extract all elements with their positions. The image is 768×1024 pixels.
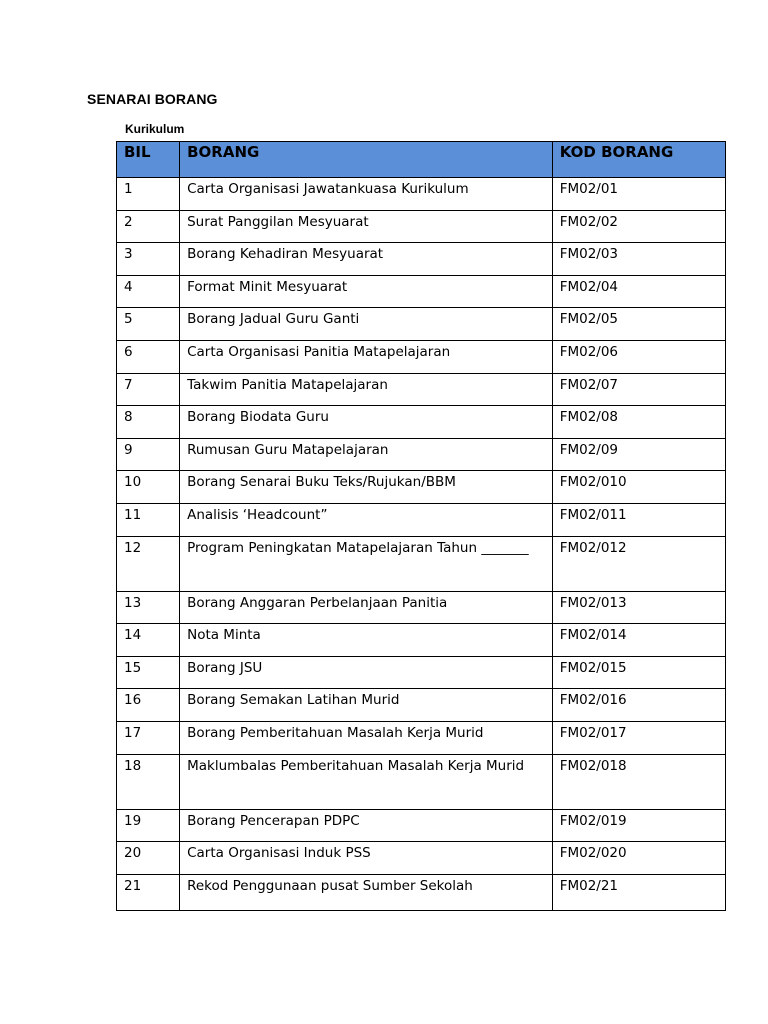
cell-kod-borang: FM02/08	[552, 406, 725, 439]
cell-bil: 21	[117, 874, 180, 910]
cell-kod-borang: FM02/21	[552, 874, 725, 910]
cell-bil: 6	[117, 340, 180, 373]
page-title: SENARAI BORANG	[87, 91, 218, 107]
cell-kod-borang: FM02/016	[552, 689, 725, 722]
cell-bil: 1	[117, 178, 180, 211]
cell-borang: Carta Organisasi Jawatankuasa Kurikulum	[180, 178, 553, 211]
cell-kod-borang: FM02/020	[552, 842, 725, 875]
cell-kod-borang: FM02/012	[552, 536, 725, 591]
cell-borang: Takwim Panitia Matapelajaran	[180, 373, 553, 406]
cell-borang: Rekod Penggunaan pusat Sumber Sekolah	[180, 874, 553, 910]
cell-kod-borang: FM02/019	[552, 809, 725, 842]
table-row	[117, 536, 726, 591]
cell-bil: 20	[117, 842, 180, 875]
cell-kod-borang: FM02/010	[552, 471, 725, 504]
cell-bil: 4	[117, 275, 180, 308]
table-row	[117, 656, 726, 689]
cell-kod-borang: FM02/02	[552, 210, 725, 243]
cell-kod-borang: FM02/011	[552, 503, 725, 536]
cell-bil: 10	[117, 471, 180, 504]
cell-kod-borang: FM02/014	[552, 624, 725, 657]
table-row	[117, 591, 726, 624]
cell-bil: 19	[117, 809, 180, 842]
cell-bil: 9	[117, 438, 180, 471]
table-row	[117, 624, 726, 657]
cell-kod-borang: FM02/013	[552, 591, 725, 624]
cell-borang: Carta Organisasi Induk PSS	[180, 842, 553, 875]
cell-borang: Borang Senarai Buku Teks/Rujukan/BBM	[180, 471, 553, 504]
cell-borang: Borang Pencerapan PDPC	[180, 809, 553, 842]
cell-kod-borang: FM02/04	[552, 275, 725, 308]
table-row	[117, 809, 726, 842]
header-kod-borang: KOD BORANG	[552, 142, 725, 178]
table-row	[117, 373, 726, 406]
table-row	[117, 243, 726, 276]
table-row	[117, 210, 726, 243]
cell-bil: 2	[117, 210, 180, 243]
section-subtitle: Kurikulum	[125, 122, 185, 136]
cell-bil: 17	[117, 721, 180, 754]
cell-kod-borang: FM02/05	[552, 308, 725, 341]
cell-kod-borang: FM02/018	[552, 754, 725, 809]
cell-bil: 18	[117, 754, 180, 809]
cell-borang: Maklumbalas Pemberitahuan Masalah Kerja Murid	[180, 754, 553, 809]
cell-bil: 12	[117, 536, 180, 591]
cell-kod-borang: FM02/017	[552, 721, 725, 754]
table-row	[117, 406, 726, 439]
cell-borang: Borang Kehadiran Mesyuarat	[180, 243, 553, 276]
cell-bil: 7	[117, 373, 180, 406]
cell-kod-borang: FM02/015	[552, 656, 725, 689]
table-row	[117, 874, 726, 910]
cell-borang: Borang JSU	[180, 656, 553, 689]
cell-bil: 14	[117, 624, 180, 657]
cell-borang: Surat Panggilan Mesyuarat	[180, 210, 553, 243]
header-borang: BORANG	[180, 142, 553, 178]
table-body	[117, 178, 726, 911]
cell-borang: Borang Semakan Latihan Murid	[180, 689, 553, 722]
cell-borang: Carta Organisasi Panitia Matapelajaran	[180, 340, 553, 373]
header-bil: BIL	[117, 142, 180, 178]
cell-kod-borang: FM02/06	[552, 340, 725, 373]
cell-borang: Analisis ‘Headcount”	[180, 503, 553, 536]
cell-bil: 11	[117, 503, 180, 536]
table-header-row	[117, 142, 726, 178]
cell-borang: Borang Jadual Guru Ganti	[180, 308, 553, 341]
cell-bil: 15	[117, 656, 180, 689]
table-row	[117, 842, 726, 875]
cell-borang: Rumusan Guru Matapelajaran	[180, 438, 553, 471]
cell-borang: Borang Biodata Guru	[180, 406, 553, 439]
cell-borang: Borang Anggaran Perbelanjaan Panitia	[180, 591, 553, 624]
forms-table	[116, 141, 726, 911]
table-row	[117, 471, 726, 504]
cell-bil: 5	[117, 308, 180, 341]
cell-kod-borang: FM02/07	[552, 373, 725, 406]
table-row	[117, 689, 726, 722]
table-row	[117, 178, 726, 211]
table-row	[117, 308, 726, 341]
cell-borang: Nota Minta	[180, 624, 553, 657]
cell-bil: 8	[117, 406, 180, 439]
cell-bil: 13	[117, 591, 180, 624]
cell-bil: 3	[117, 243, 180, 276]
table-row	[117, 275, 726, 308]
cell-kod-borang: FM02/01	[552, 178, 725, 211]
table-row	[117, 721, 726, 754]
table-row	[117, 340, 726, 373]
table-row	[117, 438, 726, 471]
cell-bil: 16	[117, 689, 180, 722]
cell-borang: Format Minit Mesyuarat	[180, 275, 553, 308]
cell-borang: Borang Pemberitahuan Masalah Kerja Murid	[180, 721, 553, 754]
cell-kod-borang: FM02/09	[552, 438, 725, 471]
table-row	[117, 754, 726, 809]
cell-kod-borang: FM02/03	[552, 243, 725, 276]
table-row	[117, 503, 726, 536]
cell-borang: Program Peningkatan Matapelajaran Tahun _______	[180, 536, 553, 591]
